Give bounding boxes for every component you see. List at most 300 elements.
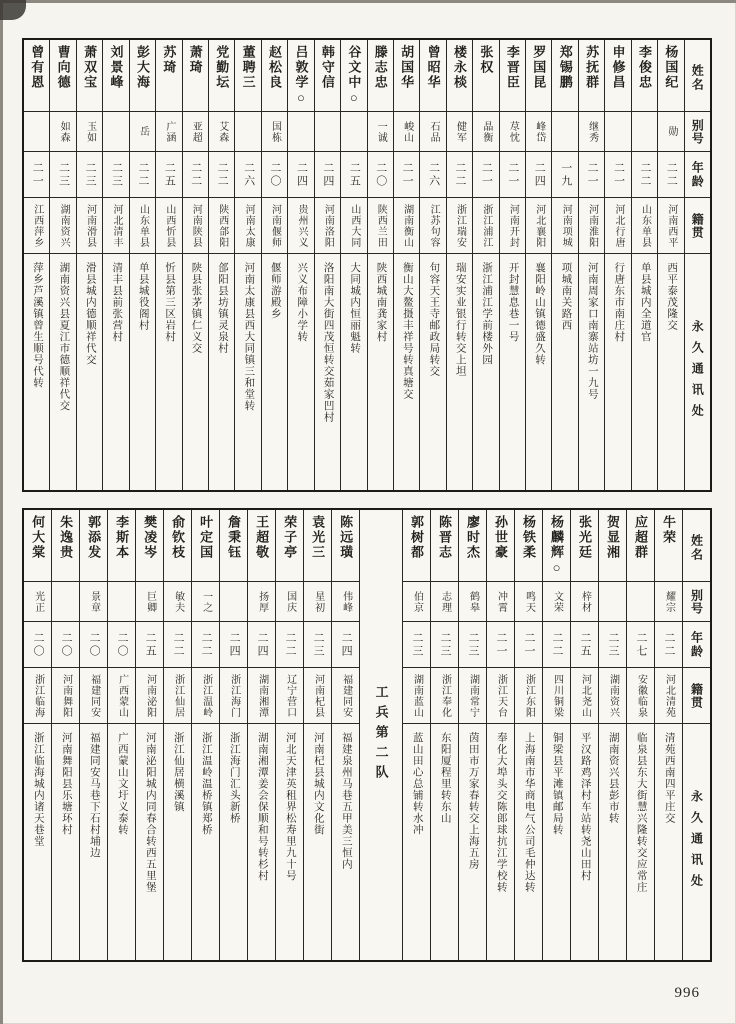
page-number: 996 <box>674 985 700 1001</box>
entry-origin: 福建同安 <box>80 668 107 724</box>
entry-address: 衡山大鳌摄丰祥号转真塘交 <box>401 262 413 400</box>
entry-alias <box>24 112 49 152</box>
entry-age: 二五 <box>156 152 181 198</box>
entry-alias: 勋 <box>658 112 683 152</box>
entry-origin: 福建同安 <box>332 668 359 724</box>
person-column <box>235 40 261 490</box>
entry-address: 忻县第三区岩村 <box>164 262 176 343</box>
entry-age: 二〇 <box>368 152 393 198</box>
entry-origin: 浙江温岭 <box>192 668 219 724</box>
entry-alias: 亚超 <box>183 112 208 152</box>
person-column <box>627 510 655 960</box>
entry-name: 张光廷 <box>571 510 598 582</box>
person-column <box>130 40 156 490</box>
entry-origin: 河南杞县 <box>304 668 331 724</box>
entry-origin: 湖南蓝山 <box>403 668 430 724</box>
header-name: 姓名 <box>685 40 710 112</box>
entry-age: 二三 <box>304 622 331 668</box>
entry-name: 张权 <box>473 40 498 112</box>
entry-origin: 河南淮阳 <box>579 198 604 254</box>
person-column <box>447 40 473 490</box>
entry-alias: 健军 <box>447 112 472 152</box>
entry-alias: 志理 <box>431 582 458 622</box>
entry-alias: 石品 <box>420 112 445 152</box>
entry-address: 蓝山田心总铺转水冲 <box>411 732 423 836</box>
person-column <box>77 40 103 490</box>
entry-age: 二一 <box>473 152 498 198</box>
entry-address: 临泉县东大街慧兴隆转交应常庄 <box>635 732 647 893</box>
person-column <box>156 40 182 490</box>
entry-name: 杨铁柔 <box>515 510 542 582</box>
entry-age: 二二 <box>276 622 303 668</box>
person-column <box>50 40 76 490</box>
scan-artifact <box>0 0 26 20</box>
entry-age: 二三 <box>77 152 102 198</box>
entry-name: 曾有恩 <box>24 40 49 112</box>
entry-address: 湖南资兴县夏江市德顺祥代交 <box>58 262 70 412</box>
entry-age: 二六 <box>235 152 260 198</box>
entry-name: 王超敬 <box>248 510 275 582</box>
entry-name: 谷文中○ <box>341 40 366 112</box>
entry-alias <box>315 112 340 152</box>
header-origin: 籍贯 <box>683 668 710 724</box>
entry-age: 二三 <box>431 622 458 668</box>
entry-alias: 景章 <box>80 582 107 622</box>
entry-address: 浙江海门汇头新桥 <box>228 732 240 824</box>
entry-origin: 浙江奉化 <box>431 668 458 724</box>
entry-address: 单县城内全道官 <box>639 262 651 343</box>
entry-age: 二三 <box>50 152 75 198</box>
entry-age: 二四 <box>220 622 247 668</box>
entry-origin: 湖南衡山 <box>394 198 419 254</box>
entry-alias: 文荣 <box>543 582 570 622</box>
entry-address: 河南舞阳县乐塘环村 <box>60 732 72 836</box>
entry-name: 荣子亭 <box>276 510 303 582</box>
entry-age: 二二 <box>209 152 234 198</box>
entry-address: 萍乡芦溪镇曾生顺号代转 <box>32 262 43 389</box>
entry-name: 贺显湘 <box>599 510 626 582</box>
person-column <box>304 510 332 960</box>
entry-name: 何大棠 <box>24 510 51 582</box>
person-column <box>332 510 360 960</box>
entry-origin: 浙江临海 <box>24 668 51 724</box>
entry-origin: 河南陕县 <box>183 198 208 254</box>
header-name: 姓名 <box>683 510 710 582</box>
entry-age: 二三 <box>103 152 128 198</box>
entry-age: 二五 <box>571 622 598 668</box>
entry-alias: 一之 <box>192 582 219 622</box>
entry-address: 瑞安实业银行转交上坦 <box>454 262 466 377</box>
entry-name: 叶定国 <box>192 510 219 582</box>
entry-alias: 如森 <box>50 112 75 152</box>
entry-address: 东阳厦程里转东山 <box>439 732 451 824</box>
entry-name: 曾昭华 <box>420 40 445 112</box>
person-column <box>599 510 627 960</box>
person-column <box>655 510 683 960</box>
header-origin: 籍贯 <box>685 198 710 254</box>
entry-name: 应超群 <box>627 510 654 582</box>
entry-name: 樊凌岑 <box>136 510 163 582</box>
entry-alias: 玉如 <box>77 112 102 152</box>
entry-alias: 鹤皋 <box>459 582 486 622</box>
entry-alias <box>341 112 366 152</box>
entry-alias <box>235 112 260 152</box>
entry-alias <box>632 112 657 152</box>
entry-name: 李俊忠 <box>632 40 657 112</box>
entry-alias: 岳 <box>130 112 155 152</box>
person-column <box>515 510 543 960</box>
person-column <box>315 40 341 490</box>
entry-name: 萧琦 <box>183 40 208 112</box>
entry-alias <box>52 582 79 622</box>
entry-address: 陕县张茅镇仁义交 <box>190 262 202 354</box>
person-column <box>209 40 235 490</box>
entry-age: 二一 <box>515 622 542 668</box>
entry-name: 李斯本 <box>108 510 135 582</box>
entry-origin: 浙江浦江 <box>473 198 498 254</box>
entry-address: 句容天王寺邮政局转交 <box>428 262 440 377</box>
entry-origin: 浙江仙居 <box>164 668 191 724</box>
entry-address: 滑县城内德顺祥代交 <box>84 262 96 366</box>
entry-name: 苏琦 <box>156 40 181 112</box>
entry-address: 清丰县前张营村 <box>111 262 123 343</box>
entry-name: 吕敦学○ <box>288 40 313 112</box>
entry-origin: 河南太康 <box>235 198 260 254</box>
entry-alias: 梓材 <box>571 582 598 622</box>
entry-origin: 江苏句容 <box>420 198 445 254</box>
entry-age: 二二 <box>130 152 155 198</box>
entry-alias <box>627 582 654 622</box>
header-column <box>683 510 710 960</box>
person-column <box>487 510 515 960</box>
entry-address: 西平泰茂隆交 <box>666 262 678 331</box>
entry-name: 申修昌 <box>605 40 630 112</box>
entry-origin: 山东单县 <box>632 198 657 254</box>
person-column <box>632 40 658 490</box>
entry-origin: 河北清苑 <box>655 668 682 724</box>
entry-name: 董聘三 <box>235 40 260 112</box>
entry-alias: 伟峰 <box>332 582 359 622</box>
entry-origin: 河南洛阳 <box>315 198 340 254</box>
entry-age: 二七 <box>627 622 654 668</box>
entry-age: 二二 <box>658 152 683 198</box>
entry-alias <box>599 582 626 622</box>
entry-age: 二二 <box>543 622 570 668</box>
entry-name: 滕志忠 <box>368 40 393 112</box>
section-label: 工兵第二队 <box>373 685 389 785</box>
header-column <box>685 40 710 490</box>
entry-origin: 河南滑县 <box>77 198 102 254</box>
person-column <box>431 510 459 960</box>
entry-address: 湖南资兴县彭市转 <box>607 732 619 824</box>
entry-age: 二〇 <box>80 622 107 668</box>
entry-address: 湖南湘潭姜会保顺和号转杉村 <box>256 732 268 882</box>
entry-name: 萧双宝 <box>77 40 102 112</box>
entry-name: 刘景峰 <box>103 40 128 112</box>
entry-name: 胡国华 <box>394 40 419 112</box>
entry-age: 二四 <box>315 152 340 198</box>
entry-address: 清苑西南四平庄交 <box>663 732 675 824</box>
person-column <box>658 40 684 490</box>
entry-address: 浙江临海城内诸天巷堂 <box>32 732 44 847</box>
person-column <box>420 40 446 490</box>
entry-origin: 浙江海门 <box>220 668 247 724</box>
entry-name: 党勤坛 <box>209 40 234 112</box>
entry-age: 二二 <box>164 622 191 668</box>
entry-age: 二六 <box>420 152 445 198</box>
entry-alias: 广涵 <box>156 112 181 152</box>
entry-alias <box>288 112 313 152</box>
entry-address: 开封慧息巷一号 <box>507 262 519 343</box>
entry-alias: 星初 <box>304 582 331 622</box>
person-column <box>571 510 599 960</box>
entry-age: 二二 <box>655 622 682 668</box>
entry-alias <box>103 112 128 152</box>
entry-alias <box>108 582 135 622</box>
entry-alias: 伯京 <box>403 582 430 622</box>
entry-origin: 浙江东阳 <box>515 668 542 724</box>
entry-address: 行唐东市南庄村 <box>613 262 625 343</box>
entry-origin: 江西萍乡 <box>24 198 49 254</box>
entry-alias: 鸣天 <box>515 582 542 622</box>
entry-address: 单县城役阁村 <box>137 262 149 331</box>
entry-address: 襄阳岭山镇德盛久转 <box>534 262 546 366</box>
entry-name: 袁光三 <box>304 510 331 582</box>
entry-name: 杨国纪 <box>658 40 683 112</box>
entry-alias: 峰岱 <box>526 112 551 152</box>
entry-name: 苏抚群 <box>579 40 604 112</box>
entry-age: 二二 <box>183 152 208 198</box>
header-age: 年龄 <box>685 152 710 198</box>
entry-age: 二四 <box>526 152 551 198</box>
entry-age: 二五 <box>341 152 366 198</box>
header-age: 年龄 <box>683 622 710 668</box>
entry-name: 罗国昆 <box>526 40 551 112</box>
entry-name: 俞钦枝 <box>164 510 191 582</box>
entry-name: 郭树都 <box>403 510 430 582</box>
person-column <box>288 40 314 490</box>
entry-origin: 浙江天台 <box>487 668 514 724</box>
entry-alias: 敏夫 <box>164 582 191 622</box>
person-column <box>500 40 526 490</box>
person-column <box>276 510 304 960</box>
entry-origin: 河南偃师 <box>262 198 287 254</box>
person-column <box>136 510 164 960</box>
entry-address: 浙江仙居横溪镇 <box>172 732 184 813</box>
entry-origin: 湖南常宁 <box>459 668 486 724</box>
entry-alias <box>220 582 247 622</box>
entry-age: 二一 <box>394 152 419 198</box>
entry-origin: 河南项城 <box>552 198 577 254</box>
entry-address: 浙江浦江学前楼外园 <box>481 262 493 366</box>
entry-name: 陈晋志 <box>431 510 458 582</box>
entry-age: 二一 <box>500 152 525 198</box>
entry-origin: 河南西平 <box>658 198 683 254</box>
entry-alias: 冲霄 <box>487 582 514 622</box>
person-column <box>220 510 248 960</box>
entry-origin: 安徽临泉 <box>627 668 654 724</box>
entry-age: 二〇 <box>52 622 79 668</box>
person-column <box>24 40 50 490</box>
entry-address: 奉化大埠头交陈郎球抗江学校转 <box>495 732 507 893</box>
entry-name: 李晋臣 <box>500 40 525 112</box>
person-column <box>248 510 276 960</box>
entry-name: 曹向德 <box>50 40 75 112</box>
entry-name: 詹秉钰 <box>220 510 247 582</box>
entry-origin: 陕西兰田 <box>368 198 393 254</box>
entry-age: 二三 <box>459 622 486 668</box>
entry-origin: 河北尧山 <box>571 668 598 724</box>
entry-age: 一九 <box>552 152 577 198</box>
person-column <box>52 510 80 960</box>
person-column <box>183 40 209 490</box>
header-address: 永久通讯处 <box>690 319 705 425</box>
entry-origin: 河南开封 <box>500 198 525 254</box>
entry-alias: 扬厚 <box>248 582 275 622</box>
entry-age: 二一 <box>579 152 604 198</box>
entry-address: 平汉路鸡泽村车站转尧山田村 <box>579 732 591 882</box>
entry-age: 二四 <box>288 152 313 198</box>
person-column <box>192 510 220 960</box>
entry-alias: 巨卿 <box>136 582 163 622</box>
entry-address: 偃师游殿乡 <box>269 262 281 320</box>
entry-address: 福建同安马巷下石村埔边 <box>88 732 100 859</box>
person-column <box>543 510 571 960</box>
entry-address: 大同城内恒丽魁转 <box>349 262 361 354</box>
person-column <box>262 40 288 490</box>
person-column <box>459 510 487 960</box>
entry-age: 二二 <box>632 152 657 198</box>
entry-origin: 河南舞阳 <box>52 668 79 724</box>
entry-origin: 浙江瑞安 <box>447 198 472 254</box>
person-column <box>80 510 108 960</box>
entry-address: 河北天津英租界松寿里九十号 <box>284 732 296 882</box>
roster-table-lower <box>22 508 712 962</box>
entry-alias: 国栋 <box>262 112 287 152</box>
entry-origin: 河北行唐 <box>605 198 630 254</box>
entry-name: 廖时杰 <box>459 510 486 582</box>
entry-address: 河南太康县西大同镇三和堂转 <box>243 262 255 412</box>
entry-origin: 河南泌阳 <box>136 668 163 724</box>
person-column <box>24 510 52 960</box>
entry-address: 河南周家口南寨站坊一九号 <box>586 262 598 400</box>
entry-address: 上海南市华商电气公司毛仲达转 <box>523 732 535 893</box>
entry-alias: 光正 <box>24 582 51 622</box>
entry-address: 广西蒙山文圩义泰转 <box>116 732 128 836</box>
entry-age: 二四 <box>332 622 359 668</box>
entry-alias: 晶衡 <box>473 112 498 152</box>
person-column <box>103 40 129 490</box>
entry-origin: 山西大同 <box>341 198 366 254</box>
entry-age: 二四 <box>248 622 275 668</box>
person-column <box>526 40 552 490</box>
entry-origin: 河北襄阳 <box>526 198 551 254</box>
entry-origin: 辽宁营口 <box>276 668 303 724</box>
header-alias: 别号 <box>685 112 710 152</box>
entry-address: 铜梁县平滩镇邮局转 <box>551 732 563 836</box>
person-column <box>368 40 394 490</box>
person-column <box>605 40 631 490</box>
entry-name: 郑锡鹏 <box>552 40 577 112</box>
person-column <box>473 40 499 490</box>
entry-alias: 艾森 <box>209 112 234 152</box>
entry-origin: 湖南资兴 <box>50 198 75 254</box>
entry-alias <box>605 112 630 152</box>
entry-address: 兴义布障小学转 <box>296 262 308 343</box>
entry-origin: 河北清丰 <box>103 198 128 254</box>
entry-name: 郭添发 <box>80 510 107 582</box>
entry-name: 楼永棪 <box>447 40 472 112</box>
entry-age: 二〇 <box>24 622 51 668</box>
entry-name: 杨麟辉○ <box>543 510 570 582</box>
entry-address: 茵田市万家春转交上海五房 <box>467 732 479 870</box>
person-column <box>164 510 192 960</box>
entry-address: 郃阳县坊镇灵泉村 <box>216 262 228 354</box>
entry-origin: 山东单县 <box>130 198 155 254</box>
entry-alias: 耀宗 <box>655 582 682 622</box>
entry-name: 陈远璜 <box>332 510 359 582</box>
entry-age: 二〇 <box>262 152 287 198</box>
person-column <box>394 40 420 490</box>
person-column <box>341 40 367 490</box>
entry-age: 二二 <box>447 152 472 198</box>
entry-age: 二一 <box>24 152 49 198</box>
entry-age: 二三 <box>599 622 626 668</box>
entry-origin: 贵州兴义 <box>288 198 313 254</box>
entry-name: 朱逸贵 <box>52 510 79 582</box>
header-alias: 别号 <box>683 582 710 622</box>
entry-name: 孙世豪 <box>487 510 514 582</box>
entry-address: 河南泌阳城内同春合转西五里堡 <box>144 732 156 893</box>
person-column <box>108 510 136 960</box>
person-column <box>552 40 578 490</box>
entry-address: 浙江温岭温桥镇郑桥 <box>200 732 212 836</box>
entry-origin: 湖南湘潭 <box>248 668 275 724</box>
entry-alias: 继秀 <box>579 112 604 152</box>
entry-age: 二三 <box>403 622 430 668</box>
section-label-column <box>360 510 403 960</box>
entry-alias <box>552 112 577 152</box>
entry-age: 二二 <box>192 622 219 668</box>
entry-name: 牛荣 <box>655 510 682 582</box>
person-column <box>579 40 605 490</box>
entry-name: 韩守信 <box>315 40 340 112</box>
entry-address: 福建泉州马巷五甲美三恒内 <box>340 732 352 870</box>
entry-origin: 陕西郃阳 <box>209 198 234 254</box>
entry-age: 二五 <box>136 622 163 668</box>
entry-origin: 湖南资兴 <box>599 668 626 724</box>
entry-address: 洛阳南大街四茂恒转交茹家凹村 <box>322 262 334 423</box>
entry-name: 赵松良 <box>262 40 287 112</box>
entry-origin: 广西蒙山 <box>108 668 135 724</box>
entry-origin: 四川铜梁 <box>543 668 570 724</box>
entry-age: 二一 <box>605 152 630 198</box>
person-column <box>403 510 431 960</box>
entry-address: 项城南关路西 <box>560 262 572 331</box>
entry-alias: 峻山 <box>394 112 419 152</box>
entry-name: 彭大海 <box>130 40 155 112</box>
entry-alias: 一诚 <box>368 112 393 152</box>
header-address: 永久通讯处 <box>689 789 704 895</box>
entry-address: 陕西城南龚家村 <box>375 262 387 343</box>
entry-age: 二一 <box>487 622 514 668</box>
entry-address: 河南杞县城内文化街 <box>312 732 324 836</box>
entry-age: 二〇 <box>108 622 135 668</box>
entry-alias: 国庆 <box>276 582 303 622</box>
roster-table-upper <box>22 38 712 492</box>
entry-origin: 山西忻县 <box>156 198 181 254</box>
entry-alias: 荩忱 <box>500 112 525 152</box>
